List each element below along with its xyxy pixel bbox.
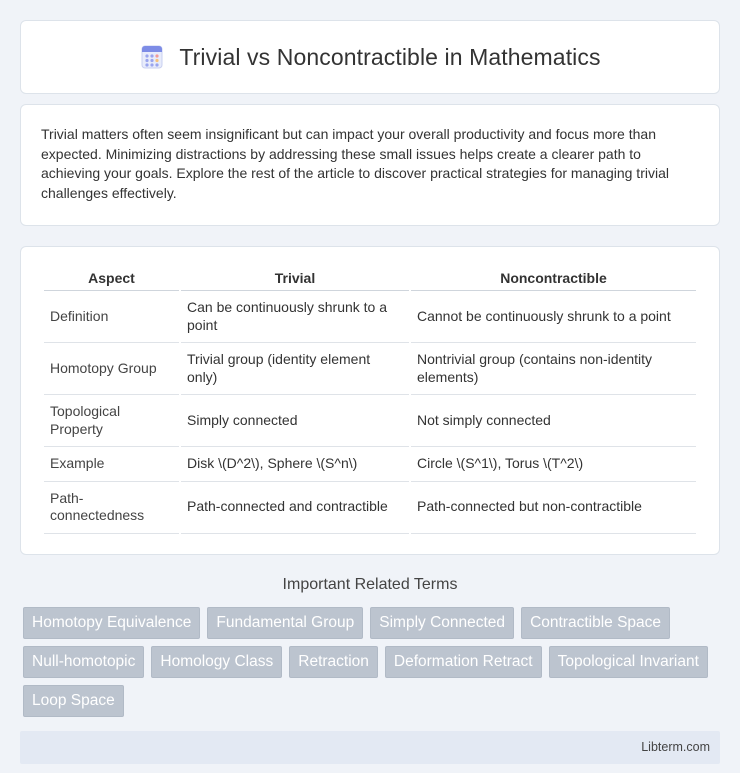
page-title: Trivial vs Noncontractible in Mathematics — [179, 43, 601, 70]
header-trivial: Trivial — [181, 265, 409, 291]
related-term-tag[interactable]: Deformation Retract — [385, 646, 542, 678]
cell-noncontractible: Circle \(S^1\), Torus \(T^2\) — [411, 447, 696, 482]
related-term-tag[interactable]: Null-homotopic — [23, 646, 144, 678]
cell-trivial: Path-connected and contractible — [181, 482, 409, 534]
related-term-tag[interactable]: Homology Class — [151, 646, 282, 678]
related-terms-list — [20, 607, 720, 717]
footer-site-link[interactable]: Libterm.com — [641, 740, 710, 754]
table-header-row — [44, 265, 696, 291]
cell-noncontractible: Nontrivial group (contains non-identity elements) — [411, 343, 696, 395]
related-term-tag[interactable]: Topological Invariant — [549, 646, 708, 678]
cell-trivial: Can be continuously shrunk to a point — [181, 291, 409, 343]
title-card — [20, 20, 720, 94]
footer — [20, 731, 720, 764]
intro-text: Trivial matters often seem insignificant but can impact your overall productivity and focus more than expected. Minimizing distractions by addressing these small issues helps create a clearer path to achieving your goals. Explore the rest of the article to discover practical strategies for managing trivial challenges effectively. — [41, 126, 669, 201]
related-term-tag[interactable]: Loop Space — [23, 685, 124, 717]
cell-trivial: Trivial group (identity element only) — [181, 343, 409, 395]
table-row — [44, 447, 696, 482]
cell-aspect: Topological Property — [44, 395, 179, 447]
table-row — [44, 395, 696, 447]
header-aspect: Aspect — [44, 265, 179, 291]
cell-aspect: Path-connectedness — [44, 482, 179, 534]
cell-aspect: Homotopy Group — [44, 343, 179, 395]
cell-noncontractible: Cannot be continuously shrunk to a point — [411, 291, 696, 343]
comparison-table — [42, 265, 698, 534]
calculator-icon — [139, 44, 165, 70]
related-term-tag[interactable]: Homotopy Equivalence — [23, 607, 200, 639]
cell-aspect: Example — [44, 447, 179, 482]
related-term-tag[interactable]: Fundamental Group — [207, 607, 363, 639]
cell-trivial: Simply connected — [181, 395, 409, 447]
table-row — [44, 482, 696, 534]
comparison-table-card — [20, 246, 720, 555]
header-noncontractible: Noncontractible — [411, 265, 696, 291]
related-term-tag[interactable]: Simply Connected — [370, 607, 514, 639]
cell-trivial: Disk \(D^2\), Sphere \(S^n\) — [181, 447, 409, 482]
cell-noncontractible: Path-connected but non-contractible — [411, 482, 696, 534]
cell-aspect: Definition — [44, 291, 179, 343]
related-term-tag[interactable]: Contractible Space — [521, 607, 670, 639]
intro-card — [20, 104, 720, 226]
cell-noncontractible: Not simply connected — [411, 395, 696, 447]
table-row — [44, 291, 696, 343]
related-terms-title: Important Related Terms — [282, 575, 458, 593]
table-row — [44, 343, 696, 395]
related-term-tag[interactable]: Retraction — [289, 646, 378, 678]
